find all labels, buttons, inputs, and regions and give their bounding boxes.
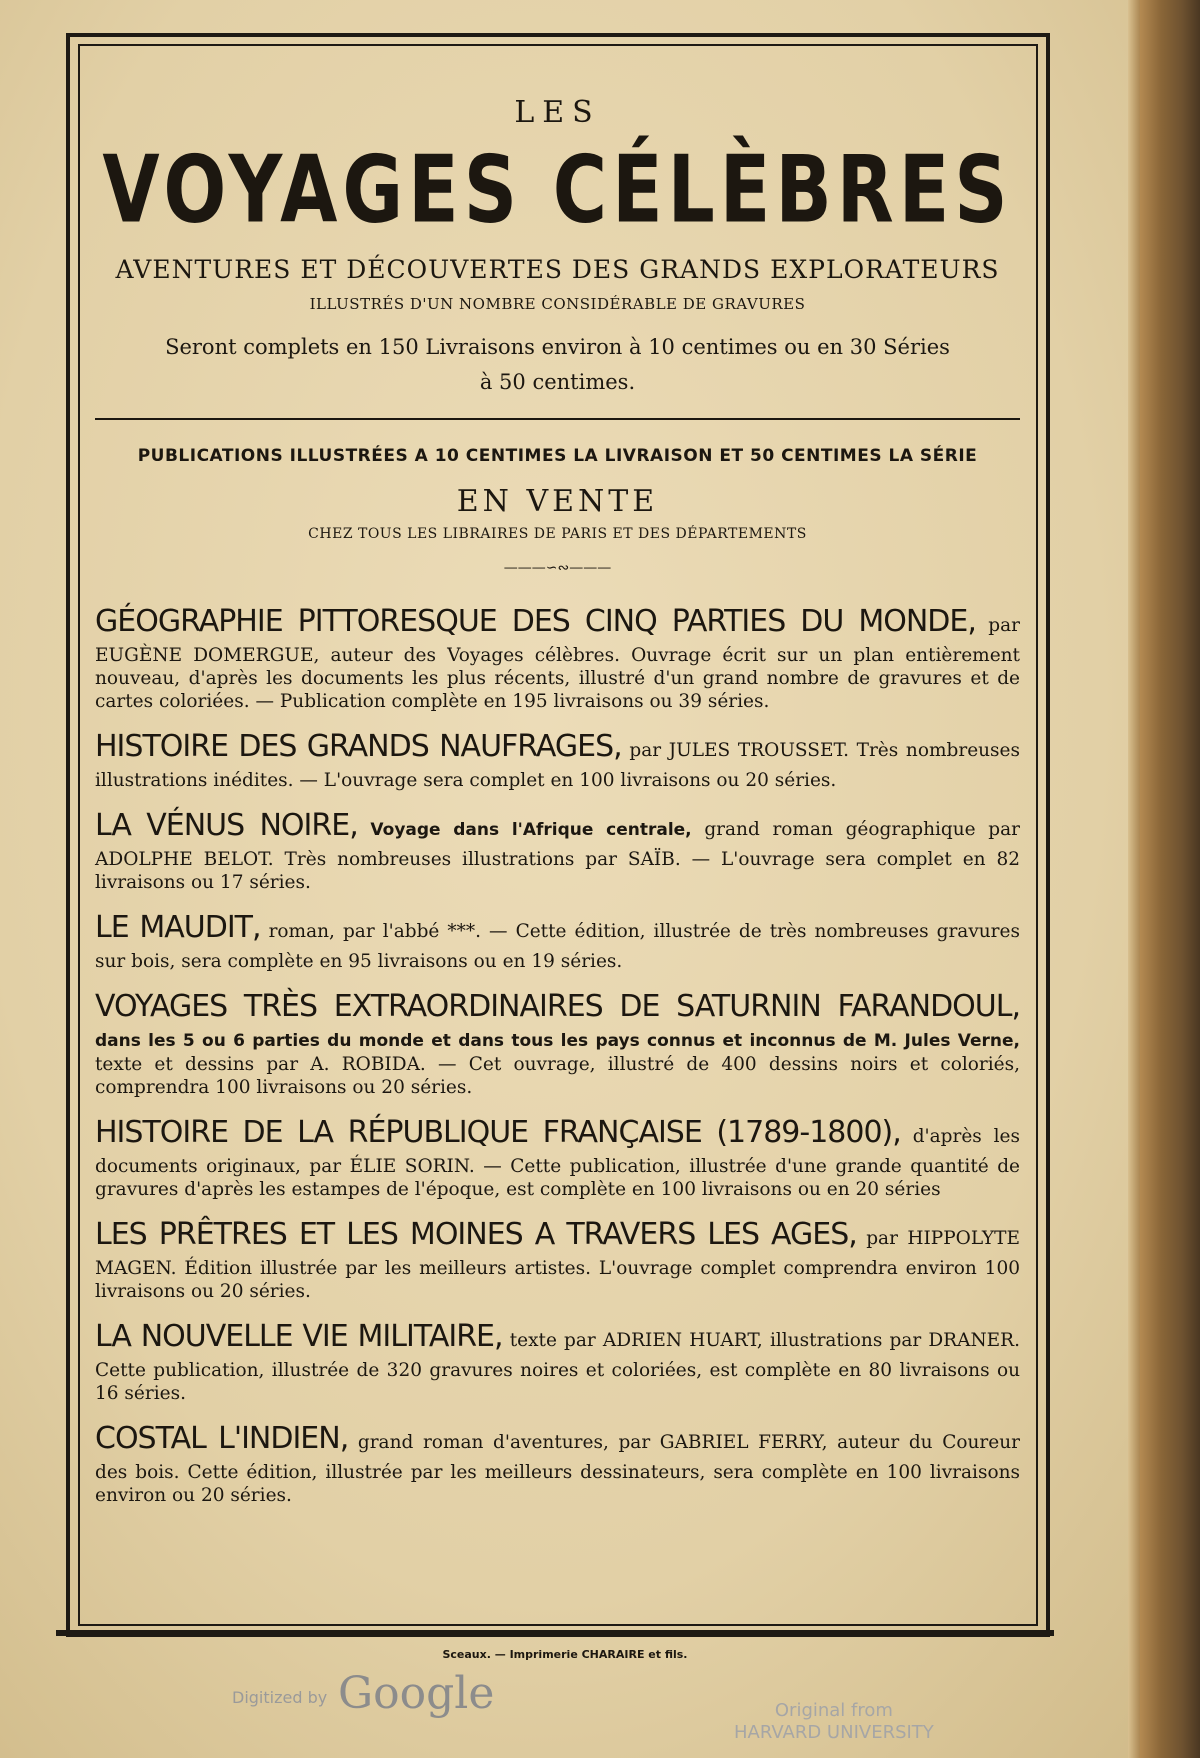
publication-title: HISTOIRE DE LA RÉPUBLIQUE FRANÇAISE (1789-1800), — [95, 1115, 901, 1150]
publication-title: HISTOIRE DES GRANDS NAUFRAGES, — [95, 729, 622, 764]
publication-title: COSTAL L'INDIEN, — [95, 1421, 349, 1456]
university-text: HARVARD UNIVERSITY — [734, 1722, 934, 1743]
publications-heading: PUBLICATIONS ILLUSTRÉES A 10 CENTIMES LA LIVRAISON ET 50 CENTIMES LA SÉRIE — [137, 446, 978, 466]
publication-entry — [95, 725, 1020, 792]
printer-footer: Sceaux. — Imprimerie CHARAIRE et fils. — [442, 1648, 688, 1661]
original-from-text: Original from — [774, 1700, 893, 1721]
publication-title: LES PRÊTRES ET LES MOINES A TRAVERS LES AGES, — [95, 1217, 857, 1252]
subtitle: AVENTURES ET DÉCOUVERTES DES GRANDS EXPLORATEURS — [115, 255, 1000, 284]
publication-entry — [95, 1417, 1020, 1507]
booksellers-note: CHEZ TOUS LES LIBRAIRES DE PARIS ET DES DÉPARTEMENTS — [308, 526, 807, 542]
publication-description: texte par ADRIEN HUART, illustrations par DRANER. Cette publication, illustrée de 320 gravures noires et coloriées, est complète en 80 livraisons ou 16 séries. — [95, 1330, 1020, 1404]
completion-line-1: Seront complets en 150 Livraisons environ à 10 centimes ou en 30 Séries — [165, 335, 950, 359]
publication-title: GÉOGRAPHIE PITTORESQUE DES CINQ PARTIES DU MONDE, — [95, 604, 976, 639]
publication-description: grand roman géographique par ADOLPHE BELOT. Très nombreuses illustrations par SAÏB. — L'ouvrage sera complet en 82 livraisons ou 17 séries. — [95, 819, 1020, 893]
publication-entry — [95, 1213, 1020, 1303]
publication-entry — [95, 600, 1020, 713]
publication-entry — [95, 804, 1020, 894]
main-title: VOYAGES CÉLÈBRES — [102, 136, 1013, 244]
publication-subtitle: Voyage dans l'Afrique centrale, — [370, 820, 692, 840]
publication-list — [95, 600, 1020, 1507]
border-shadow — [56, 1630, 1054, 1636]
cover-content — [95, 95, 1020, 1519]
publication-entry — [95, 1315, 1020, 1405]
publication-description: par EUGÈNE DOMERGUE, auteur des Voyages célèbres. Ouvrage écrit sur un plan entièrement nouveau, d'après les documents les plus récents, illustré d'un grand nombre de gravures et de cartes coloriées. — Publication complète en 195 livraisons ou 39 séries. — [95, 615, 1020, 712]
publication-title: VOYAGES TRÈS EXTRAORDINAIRES DE SATURNIN FARANDOUL, — [95, 989, 1020, 1024]
publication-title: LA NOUVELLE VIE MILITAIRE, — [95, 1319, 503, 1354]
publication-description: par JULES TROUSSET. Très nombreuses illustrations inédites. — L'ouvrage sera complet en 100 livraisons ou 20 séries. — [95, 740, 1020, 791]
original-from-label — [734, 1700, 934, 1744]
ornament: ———∽∾——— — [503, 560, 612, 576]
publication-description: grand roman d'aventures, par GABRIEL FERRY, auteur du Coureur des bois. Cette édition, illustrée par les meilleurs dessinateurs, sera complète en 100 livraisons environ ou 20 séries. — [95, 1432, 1020, 1506]
publication-title: LE MAUDIT, — [95, 910, 261, 945]
publication-entry — [95, 1111, 1020, 1201]
publication-description: texte et dessins par A. ROBIDA. — Cet ouvrage, illustré de 400 dessins noirs et coloriés, comprendra 100 livraisons ou 20 séries. — [95, 1054, 1020, 1098]
publication-subtitle: dans les 5 ou 6 parties du monde et dans tous les pays connus et inconnus de M. Jules Verne, — [95, 1031, 1020, 1051]
publication-entry — [95, 906, 1020, 973]
en-vente-heading: EN VENTE — [456, 484, 659, 519]
completion-line-2: à 50 centimes. — [479, 370, 636, 394]
title-prefix: LES — [514, 95, 601, 130]
digitized-by-label: Digitized by — [232, 1688, 328, 1707]
divider — [95, 418, 1020, 420]
book-spine — [1140, 0, 1200, 1758]
google-logo: Google — [338, 1668, 495, 1719]
publication-description: d'après les documents originaux, par ÉLIE SORIN. — Cette publication, illustrée d'une grande quantité de gravures d'après les estampes de l'époque, est complète en 100 livraisons ou en 20 séries — [95, 1126, 1021, 1200]
publication-entry — [95, 985, 1020, 1099]
publication-description: par HIPPOLYTE MAGEN. Édition illustrée par les meilleurs artistes. L'ouvrage complet comprendra environ 100 livraisons ou 20 séries. — [95, 1228, 1020, 1302]
publication-description: roman, par l'abbé ***. — Cette édition, illustrée de très nombreuses gravures sur bois, sera complète en 95 livraisons ou en 19 séries. — [95, 921, 1020, 972]
illustration-note: ILLUSTRÉS D'UN NOMBRE CONSIDÉRABLE DE GRAVURES — [309, 295, 806, 313]
publication-title: LA VÉNUS NOIRE, — [95, 808, 358, 843]
